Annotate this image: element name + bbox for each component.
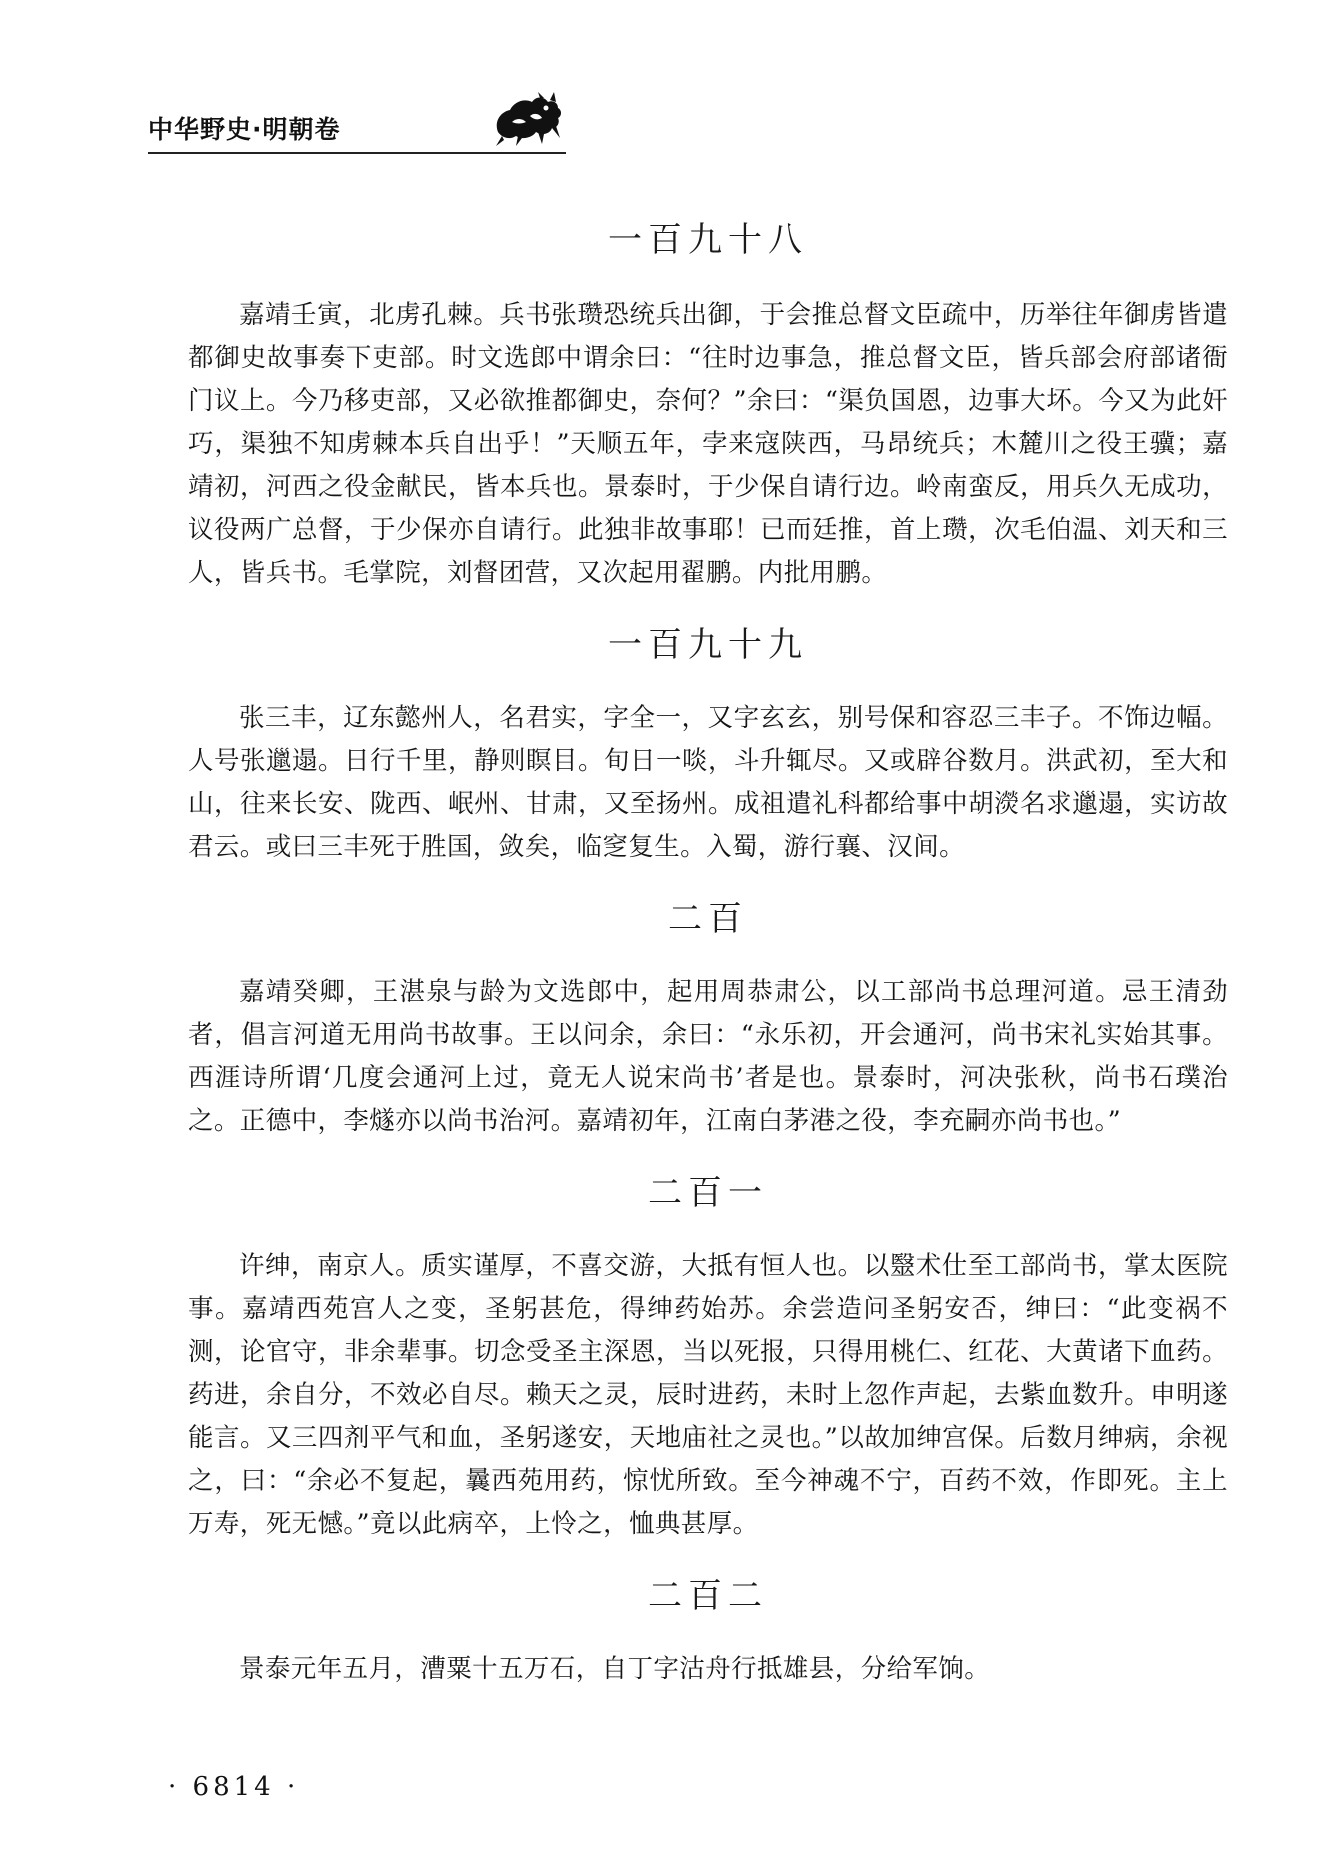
section-202 [188, 1566, 1228, 1691]
section-text: 张三丰，辽东懿州人，名君实，字全一，又字玄玄，别号保和容忍三丰子。不饰边幅。人号张邋遢。日行千里，静则瞑目。旬日一啖，斗升辄尽。又或辟谷数月。洪武初，至大和山，往来长安、陇西、岷州、甘肃，又至扬州。成祖遣礼科都给事中胡濙名求邋遢，实访故君云。或曰三丰死于胜国，敛矣，临窆复生。入蜀，游行襄、汉间。 [188, 703, 1228, 862]
running-header [148, 92, 568, 154]
section-text: 嘉靖壬寅，北虏孔棘。兵书张瓒恐统兵出御，于会推总督文臣疏中，历举往年御虏皆遣都御史故事奏下吏部。时文选郎中谓余曰：“往时边事急，推总督文臣，皆兵部会府部诸衙门议上。今乃移吏部，又必欲推都御史，奈何？”余曰：“渠负国恩，边事大坏。今又为此奸巧，渠独不知虏棘本兵自出乎！”天顺五年，孛来寇陕西，马昂统兵；木麓川之役王骥；嘉靖初，河西之役金献民，皆本兵也。景泰时，于少保自请行边。岭南蛮反，用兵久无成功，议役两广总督，于少保亦自请行。此独非故事耶！已而廷推，首上瓒，次毛伯温、刘天和三人，皆兵书。毛掌院，刘督团营，又次起用翟鹏。内批用鹏。 [188, 300, 1228, 588]
section-201 [188, 1163, 1228, 1546]
dragon-emblem-icon [488, 92, 568, 148]
section-200 [188, 889, 1228, 1143]
book-title: 中华野史·明朝卷 [148, 115, 341, 144]
section-title: 二百二 [648, 1576, 768, 1616]
section-text: 景泰元年五月，漕粟十五万石，自丁字沽舟行抵雄县，分给军饷。 [239, 1654, 991, 1684]
section-title: 一百九十八 [608, 220, 808, 260]
section-title: 二百一 [648, 1173, 768, 1213]
page-body [188, 210, 1228, 1711]
section-198 [188, 210, 1228, 595]
section-title: 一百九十九 [608, 625, 808, 665]
page-number: · 6814 · [168, 1772, 300, 1802]
section-title: 二百 [668, 899, 748, 939]
section-199 [188, 615, 1228, 869]
section-text: 许绅，南京人。质实谨厚，不喜交游，大抵有恒人也。以毉术仕至工部尚书，掌太医院事。嘉靖西苑宫人之变，圣躬甚危，得绅药始苏。余尝造问圣躬安否，绅曰：“此变祸不测，论官守，非余辈事。切念受圣主深恩，当以死报，只得用桃仁、红花、大黄诸下血药。药进，余自分，不效必自尽。赖天之灵，辰时进药，未时上忽作声起，去紫血数升。申明遂能言。又三四剂平气和血，圣躬遂安，天地庙社之灵也。”以故加绅宫保。后数月绅病，余视之，曰：“余必不复起，曩西苑用药，惊忧所致。至今神魂不宁，百药不效，作即死。主上万寿，死无憾。”竟以此病卒，上怜之，恤典甚厚。 [188, 1251, 1228, 1539]
section-text: 嘉靖癸卿，王湛泉与龄为文选郎中，起用周恭肃公，以工部尚书总理河道。忌王清劲者，倡言河道无用尚书故事。王以问余，余曰：“永乐初，开会通河，尚书宋礼实始其事。西涯诗所谓‘几度会通河上过，竟无人说宋尚书’者是也。景泰时，河决张秋，尚书石璞治之。正德中，李燧亦以尚书治河。嘉靖初年，江南白茅港之役，李充嗣亦尚书也。” [188, 977, 1228, 1136]
header-divider [148, 152, 566, 154]
